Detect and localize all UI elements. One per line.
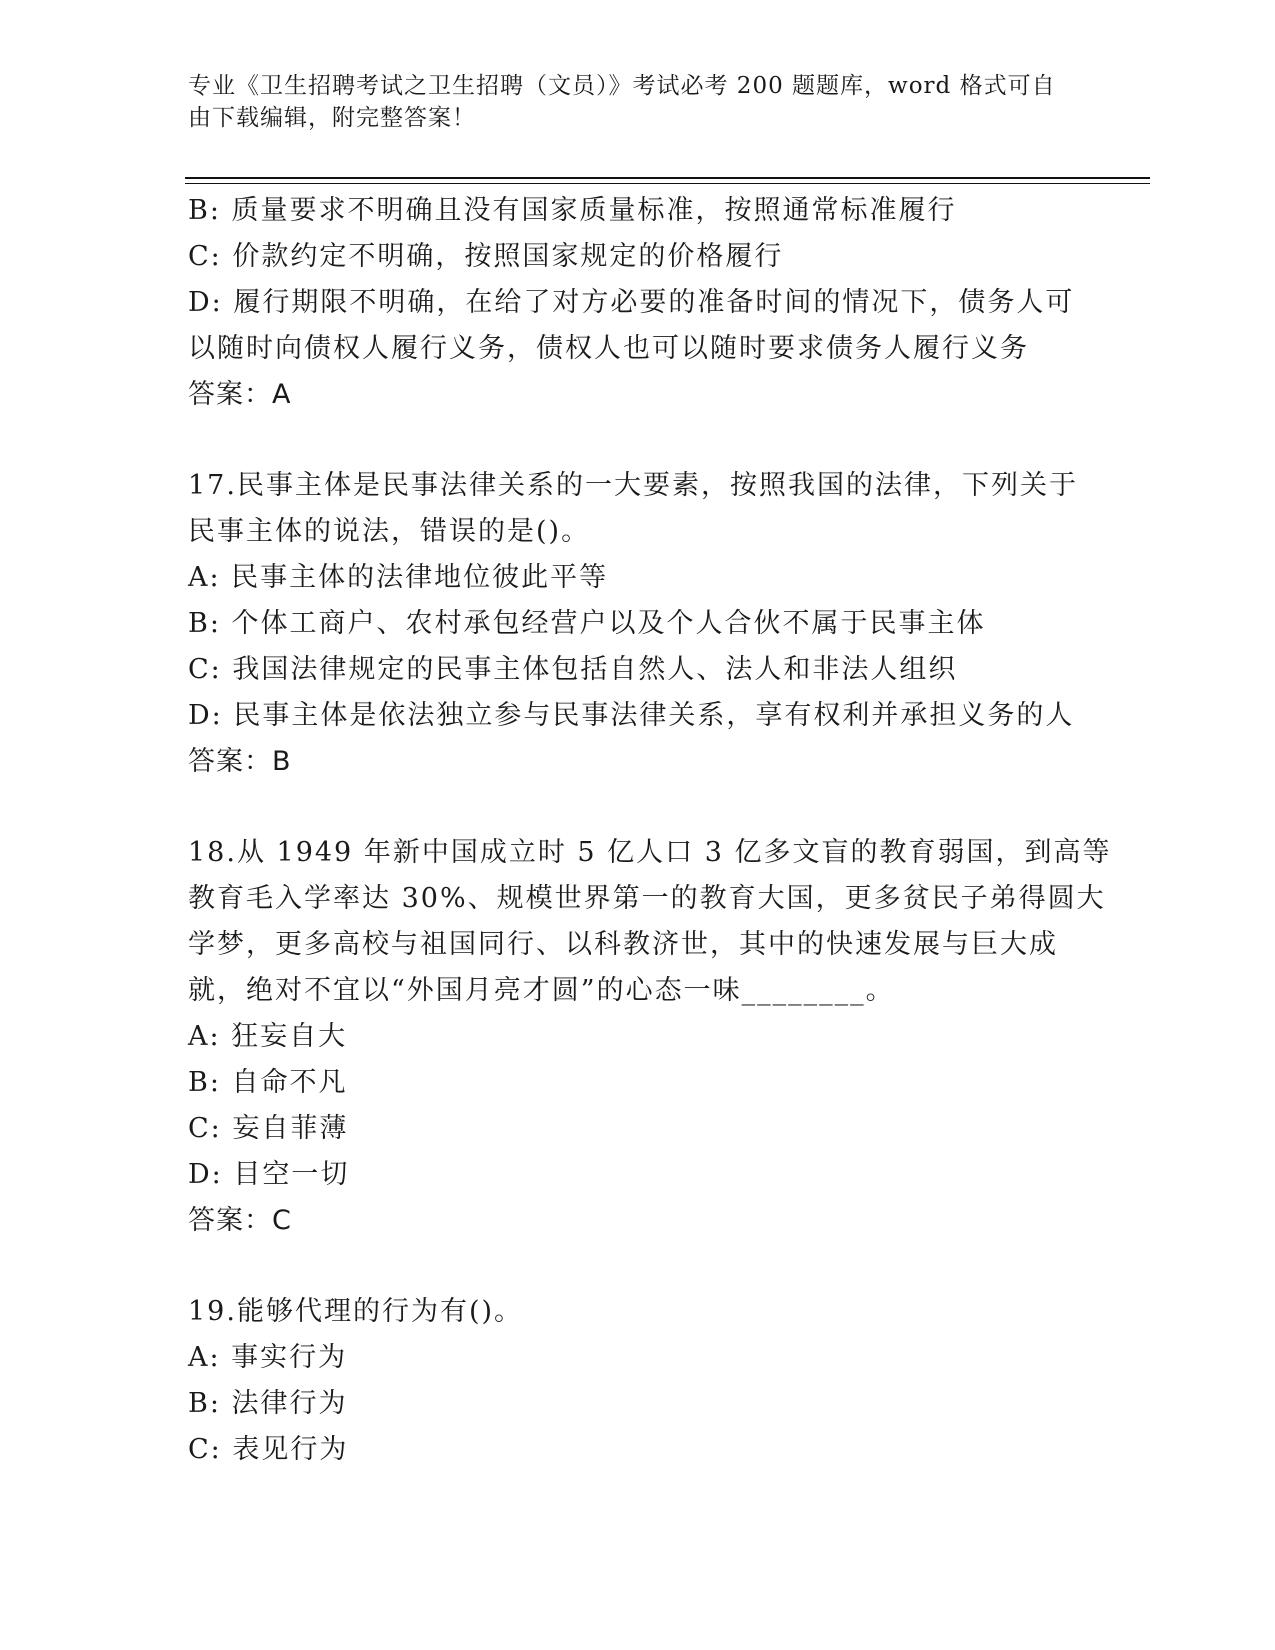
option-a: A: 狂妄自大: [188, 1021, 348, 1052]
spacer: [188, 1244, 1088, 1289]
question-18: [188, 830, 1112, 1244]
question-16-tail: [188, 188, 1088, 418]
header-line-1: 专业《卫生招聘考试之卫生招聘（文员）》考试必考 200 题题库，word 格式可自: [188, 73, 1056, 99]
question-stem-line-2: 民事主体的说法，错误的是()。: [188, 516, 591, 547]
option-d-line-1: D: 履行期限不明确，在给了对方必要的准备时间的情况下，债务人可: [188, 287, 1075, 318]
option-c: C: 表见行为: [188, 1434, 349, 1465]
answer-line: 答案：A: [188, 379, 292, 410]
option-d: D: 民事主体是依法独立参与民事法律关系，享有权利并承担义务的人: [188, 700, 1075, 731]
document-header: [188, 70, 1088, 134]
option-d-line-2: 以随时向债权人履行义务，债权人也可以随时要求债务人履行义务: [188, 333, 1029, 364]
header-divider-thick: [185, 177, 1150, 179]
spacer: [188, 785, 1088, 830]
header-line-2: 由下载编辑，附完整答案！: [188, 105, 476, 131]
option-b: B: 个体工商户、农村承包经营户以及个人合伙不属于民事主体: [188, 608, 986, 639]
spacer: [188, 418, 1088, 463]
option-d: D: 目空一切: [188, 1159, 350, 1190]
option-c: C: 价款约定不明确，按照国家规定的价格履行: [188, 241, 784, 272]
answer-line: 答案：C: [188, 1205, 292, 1236]
option-c: C: 妄自菲薄: [188, 1113, 349, 1144]
question-19: [188, 1289, 1088, 1473]
question-stem-line-4: 就，绝对不宜以“外国月亮才圆”的心态一味________。: [188, 975, 895, 1006]
option-b: B: 法律行为: [188, 1388, 348, 1419]
answer-line: 答案：B: [188, 746, 292, 777]
question-stem-line-1: 17.民事主体是民事法律关系的一大要素，按照我国的法律，下列关于: [188, 470, 1078, 501]
option-c: C: 我国法律规定的民事主体包括自然人、法人和非法人组织: [188, 654, 958, 685]
question-list: [188, 188, 1112, 1473]
question-stem-line-1: 19.能够代理的行为有()。: [188, 1296, 524, 1327]
option-a: A: 事实行为: [188, 1342, 348, 1373]
option-b: B: 质量要求不明确且没有国家质量标准，按照通常标准履行: [188, 195, 957, 226]
option-a: A: 民事主体的法律地位彼此平等: [188, 562, 609, 593]
question-stem-line-1: 18.从 1949 年新中国成立时 5 亿人口 3 亿多文盲的教育弱国，到高等: [188, 837, 1112, 868]
question-stem-line-2: 教育毛入学率达 30%、规模世界第一的教育大国，更多贫民子弟得圆大: [188, 883, 1106, 914]
header-divider-thin: [185, 183, 1150, 184]
question-17: [188, 463, 1088, 785]
option-b: B: 自命不凡: [188, 1067, 348, 1098]
question-stem-line-3: 学梦，更多高校与祖国同行、以科教济世，其中的快速发展与巨大成: [188, 929, 1058, 960]
